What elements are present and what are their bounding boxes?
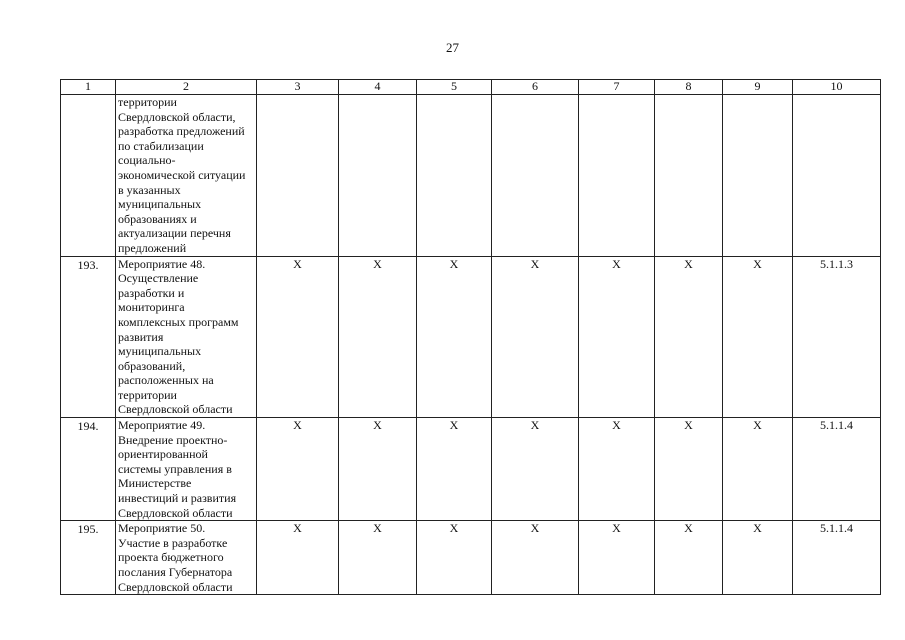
column-header: 4	[339, 80, 417, 95]
description-line: ориентированной	[118, 447, 208, 462]
mark-cell	[723, 95, 793, 257]
mark-cell: X	[655, 418, 723, 521]
mark-cell: X	[655, 521, 723, 595]
description-line: Мероприятие 48.	[118, 256, 206, 271]
description-line: предложений	[118, 240, 187, 255]
description-line: в указанных	[118, 182, 181, 197]
description-line: проекта бюджетного	[118, 550, 224, 565]
description-line: мониторинга	[118, 300, 185, 315]
description-line: разработка предложений	[118, 124, 245, 139]
column-header: 6	[492, 80, 579, 95]
description-line: Свердловской области,	[118, 109, 236, 124]
description-line: территории	[118, 387, 177, 402]
column-header: 7	[579, 80, 655, 95]
description-line: инвестиций и развития	[118, 491, 237, 506]
mark-cell	[492, 95, 579, 257]
description-line: актуализации перечня	[118, 226, 231, 241]
description-line: Мероприятие 50.	[118, 521, 206, 536]
description-line: Свердловской области	[118, 505, 233, 520]
mark-cell: X	[723, 418, 793, 521]
description-line: послания Губернатора	[118, 565, 233, 579]
target-code: 5.1.1.4	[793, 418, 881, 521]
column-header: 10	[793, 80, 881, 95]
description-line: Мероприятие 49.	[118, 418, 206, 433]
mark-cell: X	[339, 521, 417, 595]
mark-cell: X	[257, 256, 339, 418]
description-line: системы управления в	[118, 461, 232, 476]
mark-cell	[655, 95, 723, 257]
row-number: 193.	[61, 256, 116, 418]
mark-cell: X	[492, 256, 579, 418]
description-line: образованиях и	[118, 211, 197, 226]
description-line: муниципальных	[118, 197, 202, 212]
description-line: территории	[118, 95, 177, 109]
mark-cell: X	[579, 256, 655, 418]
mark-cell: X	[339, 256, 417, 418]
page-number: 27	[446, 40, 459, 55]
description-line: Внедрение проектно-	[118, 432, 228, 447]
table-row	[61, 95, 881, 257]
description-line: образований,	[118, 358, 186, 373]
description-line: Министерстве	[118, 476, 192, 491]
description-line: развития	[118, 329, 164, 344]
table-row	[61, 521, 881, 595]
mark-cell: X	[579, 418, 655, 521]
mark-cell: X	[257, 521, 339, 595]
description-line: Участие в разработке	[118, 535, 228, 550]
description-line: муниципальных	[118, 344, 202, 359]
column-header: 8	[655, 80, 723, 95]
mark-cell: X	[655, 256, 723, 418]
mark-cell: X	[417, 418, 492, 521]
column-header: 9	[723, 80, 793, 95]
table-row	[61, 256, 881, 418]
mark-cell: X	[579, 521, 655, 595]
measures-table	[60, 79, 881, 595]
description-line: комплексных программ	[118, 314, 239, 329]
target-code	[793, 95, 881, 257]
mark-cell: X	[417, 521, 492, 595]
mark-cell: X	[723, 521, 793, 595]
column-header: 2	[116, 80, 257, 95]
description-line: Свердловской области	[118, 579, 233, 594]
mark-cell: X	[492, 521, 579, 595]
column-header: 5	[417, 80, 492, 95]
table-row	[61, 418, 881, 521]
column-header: 3	[257, 80, 339, 95]
target-code: 5.1.1.4	[793, 521, 881, 595]
mark-cell: X	[339, 418, 417, 521]
description-line: экономической ситуации	[118, 167, 246, 182]
row-description	[116, 521, 257, 595]
mark-cell	[257, 95, 339, 257]
column-header: 1	[61, 80, 116, 95]
mark-cell: X	[417, 256, 492, 418]
row-number: 194.	[61, 418, 116, 521]
target-code: 5.1.1.3	[793, 256, 881, 418]
description-line: социально-	[118, 153, 176, 168]
description-line: Свердловской области	[118, 402, 233, 417]
row-number: 195.	[61, 521, 116, 595]
description-line: расположенных на	[118, 373, 214, 388]
header-row	[61, 80, 881, 95]
mark-cell: X	[723, 256, 793, 418]
row-description	[116, 95, 257, 257]
description-line: разработки и	[118, 285, 185, 300]
mark-cell	[417, 95, 492, 257]
row-description	[116, 418, 257, 521]
description-line: по стабилизации	[118, 138, 204, 153]
mark-cell	[579, 95, 655, 257]
mark-cell: X	[257, 418, 339, 521]
mark-cell	[339, 95, 417, 257]
description-line: Осуществление	[118, 271, 199, 286]
row-description	[116, 256, 257, 418]
mark-cell: X	[492, 418, 579, 521]
row-number	[61, 95, 116, 257]
